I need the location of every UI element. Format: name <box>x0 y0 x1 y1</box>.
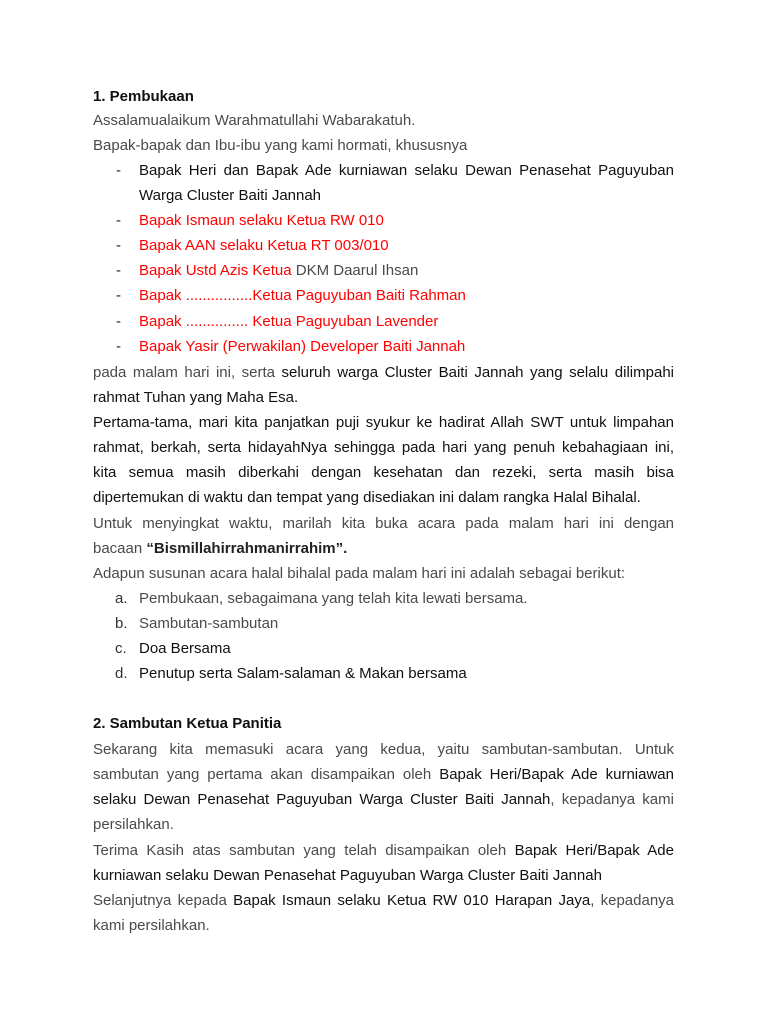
s1-l2-part-a: sambutan yang pertama akan disampaikan oleh <box>93 766 440 783</box>
agenda-item: Pembukaan, sebagaimana yang telah kita lewati bersama. <box>139 590 528 607</box>
address-line: Bapak-bapak dan Ibu-ibu yang kami hormati, khususnya <box>93 137 468 154</box>
s3-l1-part-b: Bapak Ismaun selaku <box>233 892 387 909</box>
list-dash: - <box>116 162 121 179</box>
s3-l1-part-a: Selanjutnya kepada <box>93 892 234 909</box>
section1-heading: 1. Pembukaan <box>93 88 194 105</box>
list-dash: - <box>116 212 121 229</box>
paragraph-1-line-1 <box>93 360 674 385</box>
agenda-marker: d. <box>115 665 128 682</box>
agenda-marker: c. <box>115 640 127 657</box>
paragraph-3-line-1: Untuk menyingkat waktu, marilah kita buka acara pada malam hari ini dengan <box>93 515 674 532</box>
paragraph-1-line-2: rahmat Tuhan yang Maha Esa. <box>93 389 299 406</box>
s3-l1-part-c: Ketua RW 010 Harapan Jaya <box>386 892 591 909</box>
sambutan-3-line-2: kami persilahkan. <box>93 917 210 934</box>
p1-part-b: seluruh warga Cluster Baiti Jannah yang selalu dilimpahi <box>281 364 674 381</box>
s1-l2-part-b: Bapak Heri/Bapak Ade kurniawan <box>439 766 674 783</box>
agenda-item: Doa Bersama <box>139 640 231 657</box>
guest-1-line-2: Warga Cluster Baiti Jannah <box>139 187 322 204</box>
paragraph-2-line-4: dipertemukan di waktu dan tempat yang disediakan ini dalam rangka Halal Bihalal. <box>93 489 641 506</box>
paragraph-3-line-2 <box>93 536 674 561</box>
paragraph-4: Adapun susunan acara halal bihalal pada malam hari ini adalah sebagai berikut: <box>93 565 626 582</box>
guest-4 <box>139 258 674 283</box>
s1-l3-part-b: , kepadanya kami <box>550 791 674 808</box>
agenda-item: Sambutan-sambutan <box>139 615 279 632</box>
sambutan-3-line-1 <box>93 888 674 913</box>
guest-4-red: Bapak Ustd Azis Ketua <box>139 262 292 279</box>
sambutan-1-line-3 <box>93 787 674 812</box>
list-dash: - <box>116 338 121 355</box>
guest-5: Bapak ................Ketua Paguyuban Baiti Rahman <box>139 287 466 304</box>
list-dash: - <box>116 237 121 254</box>
agenda-marker: a. <box>115 590 128 607</box>
s1-l3-part-a: selaku Dewan Penasehat Paguyuban Warga Cluster Baiti Jannah <box>93 791 551 808</box>
sambutan-1-line-1: Sekarang kita memasuki acara yang kedua, yaitu sambutan-sambutan. Untuk <box>93 741 674 758</box>
sambutan-1-line-4: persilahkan. <box>93 816 174 833</box>
s3-l1-part-d: , kepadanya <box>590 892 674 909</box>
s2-l1-part-a: Terima Kasih atas sambutan yang telah disampaikan oleh <box>93 842 515 859</box>
paragraph-2-line-2: rahmat, berkah, serta hidayahNya sehingga pada hari yang penuh kebahagiaan ini, <box>93 439 674 456</box>
agenda-item: Penutup serta Salam-salaman & Makan bersama <box>139 665 467 682</box>
section2-heading: 2. Sambutan Ketua Panitia <box>93 715 282 732</box>
agenda-marker: b. <box>115 615 128 632</box>
guest-1-line-1: Bapak Heri dan Bapak Ade kurniawan selaku Dewan Penasehat Paguyuban <box>139 162 674 179</box>
p3-part-a: bacaan <box>93 540 147 557</box>
p3-bismillah: “Bismillahirrahmanirrahim”. <box>146 540 348 557</box>
list-dash: - <box>116 313 121 330</box>
paragraph-2-line-1: Pertama-tama, mari kita panjatkan puji syukur ke hadirat Allah SWT untuk limpahan <box>93 414 674 431</box>
sambutan-1-line-2 <box>93 762 674 787</box>
paragraph-2-line-3: kita semua masih diberkahi dengan kesehatan dan rezeki, serta masih bisa <box>93 464 674 481</box>
guest-7: Bapak Yasir (Perwakilan) Developer Baiti Jannah <box>139 338 466 355</box>
p1-part-a: pada malam hari ini, serta <box>93 364 282 381</box>
list-dash: - <box>116 262 121 279</box>
greeting-line: Assalamualaikum Warahmatullahi Wabarakatuh. <box>93 112 416 129</box>
guest-4-rest: DKM Daarul Ihsan <box>291 262 419 279</box>
guest-2: Bapak Ismaun selaku Ketua RW 010 <box>139 212 384 229</box>
guest-6: Bapak ............... Ketua Paguyuban Lavender <box>139 313 439 330</box>
sambutan-2-line-1 <box>93 838 674 863</box>
list-dash: - <box>116 287 121 304</box>
sambutan-2-line-2: kurniawan selaku Dewan Penasehat Paguyuban Warga Cluster Baiti Jannah <box>93 867 602 884</box>
s2-l1-part-b: Bapak Heri/Bapak Ade <box>514 842 674 859</box>
guest-3: Bapak AAN selaku Ketua RT 003/010 <box>139 237 389 254</box>
